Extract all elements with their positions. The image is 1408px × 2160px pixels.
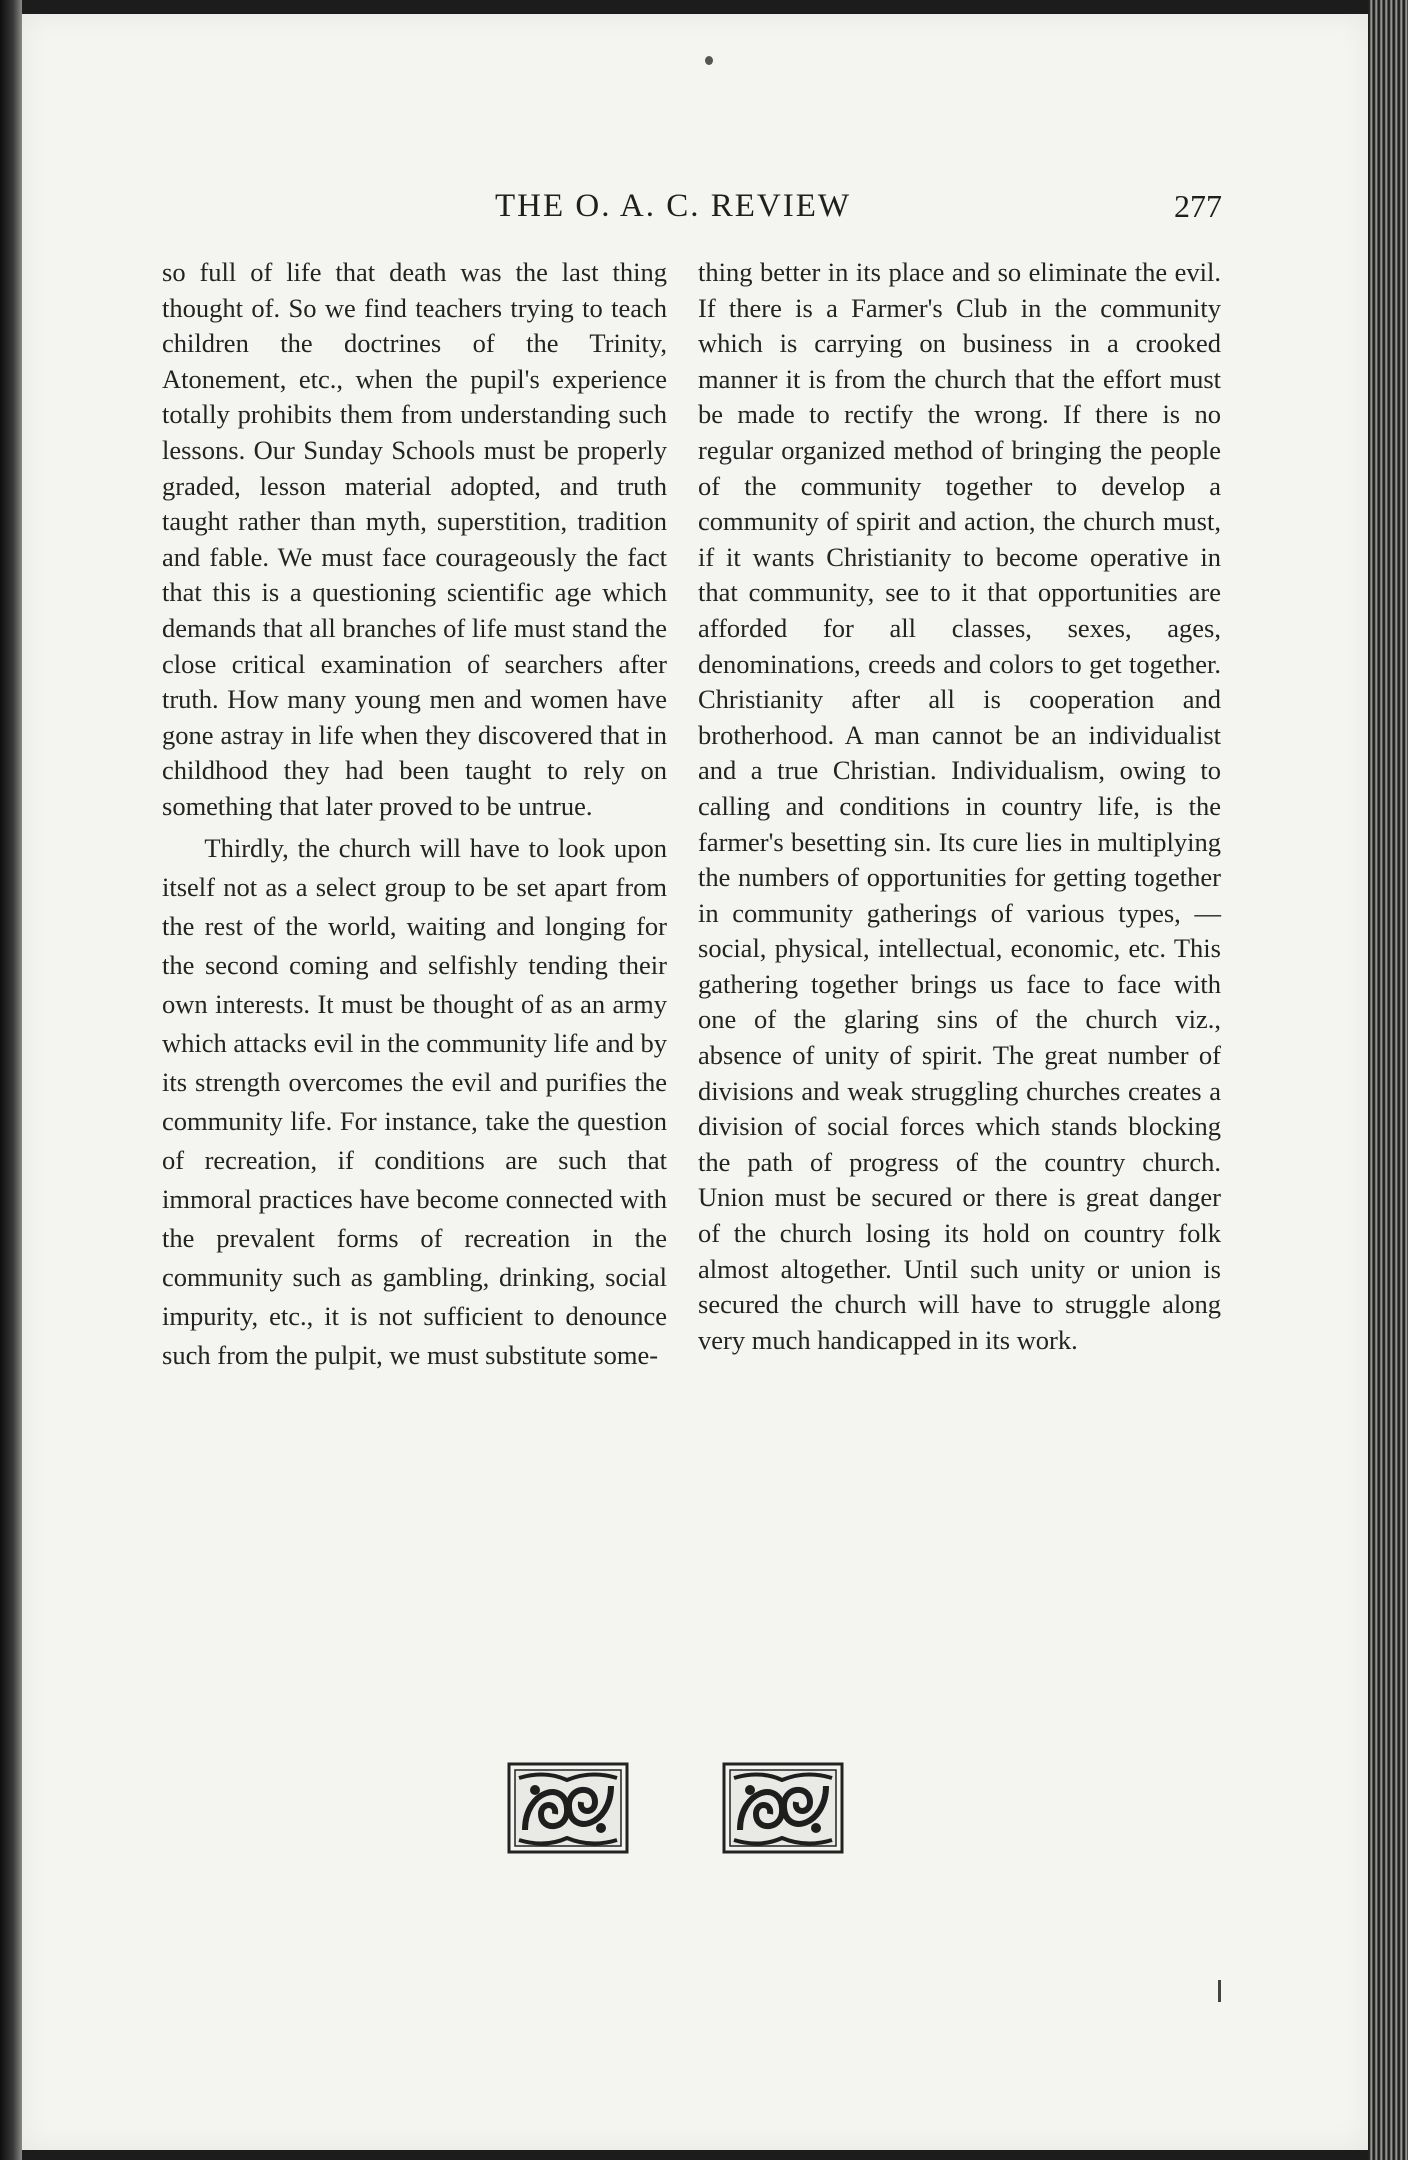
margin-mark: [1218, 1980, 1221, 2002]
scroll-ornament-icon: [505, 1760, 631, 1856]
right-column: [698, 255, 1221, 1358]
left-paragraph-1: so full of life that death was the last thing thought of. So we find teachers trying to teach children the doctrines of the Trinity, Atonement, etc., when the pupil's experience totally prohibits them from understanding such lessons. Our Sunday Schools must be properly graded, lesson material adopted, and truth taught rather than myth, superstition, tradition and fable. We must face courageously the fact that this is a questioning scientific age which demands that all branches of life must stand the close critical examination of searchers after truth. How many young men and women have gone astray in life when they discovered that in childhood they had been taught to rely on something that later proved to be untrue.: [162, 257, 667, 821]
scroll-ornament-icon: [720, 1760, 846, 1856]
page-header: [155, 188, 1222, 234]
ornament-row: [505, 1760, 865, 1858]
left-paragraph-2: Thirdly, the church will have to look upon itself not as a select group to be set apart from the rest of the world, waiting and longing for the second coming and selfishly tending their own interests. It must be thought of as an army which attacks evil in the community life and by its strength overcomes the evil and purifies the community life. For instance, take the question of recreation, if conditions are such that immoral practices have become connected with the prevalent forms of recreation in the community such as gambling, drinking, social impurity, etc., it is not sufficient to denounce such from the pulpit, we must substitute some-: [162, 832, 667, 1370]
left-column: [162, 255, 667, 1375]
ink-spot: [705, 56, 713, 65]
binding-shadow: [0, 0, 22, 2160]
page-number: 277: [1174, 188, 1222, 224]
running-title: THE O. A. C. REVIEW: [495, 188, 852, 224]
page-edges: [1368, 0, 1408, 2160]
right-paragraph-1: thing better in its place and so eliminate the evil. If there is a Farmer's Club in the community which is carrying on business in a crooked manner it is from the church that the effort must be made to rectify the wrong. If there is no regular organized method of bringing the people of the community together to develop a community of spirit and action, the church must, if it wants Christianity to become operative in that community, see to it that opportunities are afforded for all classes, sexes, ages, denominations, creeds and colors to get together. Christianity after all is cooperation and brotherhood. A man cannot be an individualist and a true Christian. Individualism, owing to calling and conditions in country life, is the farmer's besetting sin. Its cure lies in multiplying the numbers of opportunities for getting together in community gatherings of various types, —social, physical, intellectual, economic, etc. This gathering together brings us face to face with one of the glaring sins of the church viz., absence of unity of spirit. The great number of divisions and weak struggling churches creates a division of social forces which stands blocking the path of progress of the country church. Union must be secured or there is great danger of the church losing its hold on country folk almost altogether. Until such unity or union is secured the church will have to struggle along very much handicapped in its work.: [698, 257, 1221, 1355]
